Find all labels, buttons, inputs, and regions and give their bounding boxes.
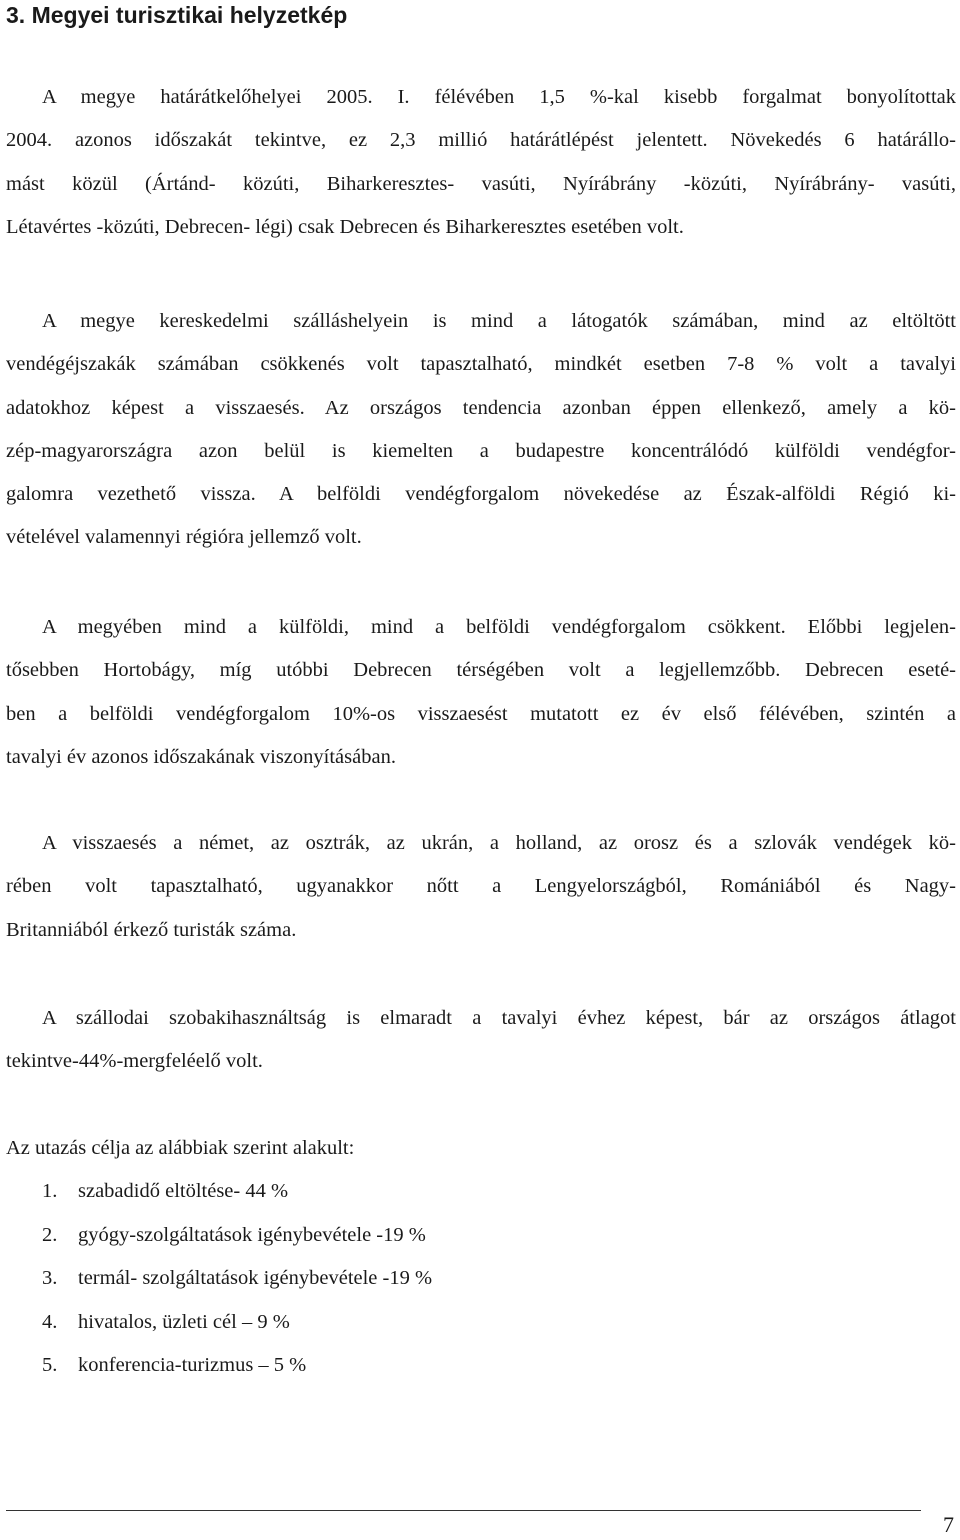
list-item (42, 1176, 432, 1220)
paragraph-nationalities (6, 822, 956, 952)
paragraph-line: tősebben Hortobágy, míg utóbbi Debrecen térségében volt a legjellemzőbb. Debrecen eseté- (6, 659, 956, 682)
list-item-text: hivatalos, üzleti cél – 9 % (78, 1310, 290, 1333)
paragraph-line: 2004. azonos időszakát tekintve, ez 2,3 millió határátlépést jelentett. Növekedés 6 határállo- (6, 129, 956, 152)
paragraph-line: rében volt tapasztalható, ugyanakkor nőtt a Lengyelországból, Romániából és Nagy- (6, 875, 956, 898)
list-item-number: 3. (42, 1267, 58, 1289)
paragraph-line: zép-magyarországra azon belül is kiemelten a budapestre koncentrálódó külföldi vendégfor- (6, 439, 956, 462)
list-item (42, 1350, 432, 1394)
list-item-text: szabadidő eltöltése- 44 % (78, 1180, 289, 1202)
paragraph-line: vendégéjszakák számában csökkenés volt tapasztalható, mindkét esetben 7-8 % volt a tavalyi (6, 353, 956, 376)
paragraph-line: mást közül (Ártánd- közúti, Biharkeresztes- vasúti, Nyírábrány -közúti, Nyírábrány- vasúti, (6, 172, 956, 195)
paragraph-accommodation (6, 300, 956, 560)
paragraph-line: tavalyi év azonos időszakának viszonyításában. (6, 745, 396, 768)
paragraph-line: tekintve-44%-mergfeléelő volt. (6, 1050, 263, 1073)
paragraph-line: A megye határátkelőhelyei 2005. I. félévében 1,5 %-kal kisebb forgalmat bonyolítottak (42, 86, 956, 108)
paragraph-line: A szállodai szobakihasználtság is elmaradt a tavalyi évhez képest, bár az országos átlagot (42, 1007, 956, 1029)
paragraph-line: A megye kereskedelmi szálláshelyein is mind a látogatók számában, mind az eltöltött (42, 310, 956, 332)
paragraph-guest-traffic (6, 606, 956, 779)
paragraph-line: A megyében mind a külföldi, mind a belföldi vendégforgalom csökkent. Előbbi legjelen- (42, 616, 956, 638)
footer-divider (6, 1510, 921, 1511)
page-number: 7 (943, 1512, 954, 1537)
travel-purpose-list (42, 1176, 432, 1394)
paragraph-border-crossings (6, 76, 956, 249)
list-item-number: 4. (42, 1310, 58, 1333)
paragraph-line: A visszaesés a német, az osztrák, az ukrán, a holland, az orosz és a szlovák vendégek kö- (42, 832, 956, 854)
paragraph-line: galomra vezethető vissza. A belföldi vendégforgalom növekedése az Észak-alföldi Régió ki- (6, 483, 956, 506)
paragraph-line: Létavértes -közúti, Debrecen- légi) csak Debrecen és Biharkeresztes esetében volt. (6, 215, 684, 238)
list-item (42, 1307, 432, 1351)
paragraph-hotel-occupancy (6, 997, 956, 1084)
paragraph-line: vételével valamennyi régióra jellemző volt. (6, 526, 362, 549)
list-item-number: 1. (42, 1180, 58, 1202)
list-item-number: 2. (42, 1223, 58, 1246)
list-item-text: gyógy-szolgáltatások igénybevétele -19 % (78, 1223, 426, 1246)
list-item (42, 1263, 432, 1307)
list-item (42, 1220, 432, 1264)
paragraph-line: adatokhoz képest a visszaesés. Az országos tendencia azonban éppen ellenkező, amely a kö- (6, 396, 956, 419)
list-item-text: konferencia-turizmus – 5 % (78, 1354, 307, 1376)
paragraph-line: ben a belföldi vendégforgalom 10%-os visszaesést mutatott ez év első félévében, szintén a (6, 702, 956, 725)
section-heading: 3. Megyei turisztikai helyzetkép (6, 2, 348, 28)
list-item-number: 5. (42, 1354, 58, 1376)
list-item-text: termál- szolgáltatások igénybevétele -19 % (78, 1267, 433, 1289)
paragraph-line: Britanniából érkező turisták száma. (6, 918, 297, 941)
list-intro: Az utazás célja az alábbiak szerint alakult: (6, 1137, 355, 1159)
